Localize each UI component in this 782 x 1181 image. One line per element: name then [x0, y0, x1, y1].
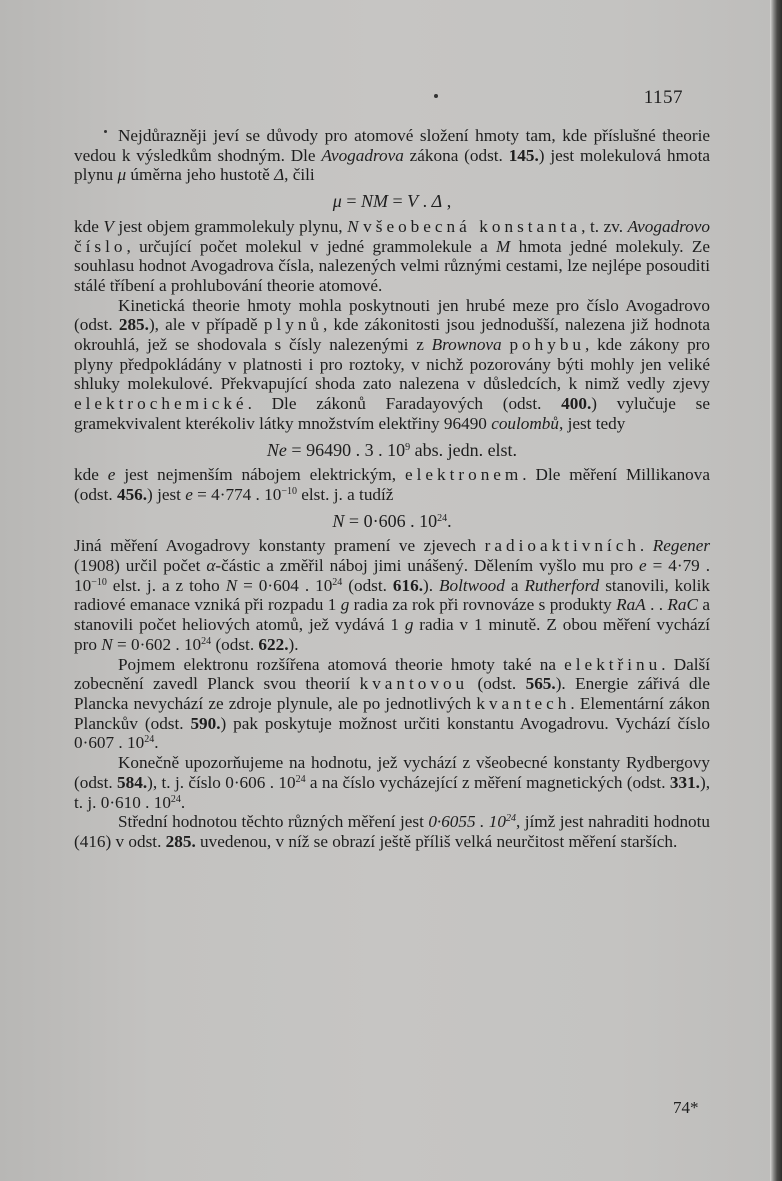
math-symbol: g: [340, 595, 350, 615]
math-symbol: μ: [117, 165, 127, 185]
text-run: jest nejmenším nábojem elektrickým,: [115, 465, 405, 485]
italic-name: Brownova: [431, 335, 502, 355]
text-run: a stanovili počet heliových atomů, jež vydává 1: [74, 595, 710, 635]
math-symbol: RaC: [667, 595, 698, 615]
math-symbol: Δ: [431, 191, 443, 212]
math-symbol: N: [101, 634, 113, 654]
text-run: zákona (odst.: [403, 145, 509, 165]
text-run: stanovili, kolik radiové emanace vzniká při rozpadu 1: [74, 575, 710, 615]
exponent: −10: [91, 576, 107, 588]
paragraph-3: [74, 296, 710, 434]
exponent: −10: [281, 485, 297, 497]
emphasis-spaced: elektronem: [404, 465, 523, 485]
text-run: , čili: [284, 165, 315, 185]
text-run: Jiná měření Avogadrovy konstanty pramení ve zjevech: [74, 536, 485, 556]
text-run: ) jest molekulová hmota plynu: [74, 145, 710, 185]
text-run: -částic a změřil náboj jimi unášený. Dělením vyšlo mu pro: [215, 556, 640, 576]
math-symbol: M: [496, 236, 511, 256]
math-symbol: V: [407, 191, 419, 212]
formula-avogadro: [74, 192, 710, 212]
exponent: 24: [506, 813, 516, 825]
italic-name: Avogadrova: [321, 145, 404, 165]
section-ref: 565.: [525, 674, 556, 694]
text-run: . Dle měření Millikanova (odst.: [74, 465, 710, 504]
text-run: ,: [442, 191, 452, 212]
section-ref: 616.: [392, 575, 423, 595]
paragraph-4: [74, 465, 710, 504]
text-run: =: [341, 191, 361, 212]
math-symbol: e: [185, 484, 193, 504]
math-symbol: g: [404, 615, 414, 635]
text-run: , t. zv.: [581, 216, 628, 236]
exponent: 24: [144, 734, 155, 746]
math-symbol: N: [332, 510, 345, 531]
text-run: Kinetická theorie hmoty mohla poskytnouti jen hrubé meze pro číslo Avogadrovo (odst.: [74, 295, 710, 335]
text-run: uvedenou, v níž se obrazí ještě příliš velká neurčitost měření starších.: [195, 831, 678, 851]
formula-faraday: [74, 441, 710, 461]
text-run: (1908) určil počet: [74, 556, 207, 576]
text-run: .: [639, 536, 653, 556]
section-ref: 584.: [117, 772, 148, 792]
text-run: abs. jedn. elst.: [410, 439, 518, 460]
text-run: (odst.: [468, 674, 526, 694]
text-run: jest objem grammolekuly plynu,: [113, 216, 348, 236]
text-run: ) pak poskytuje možnost určiti konstantu Avogadrovu. Vychází číslo 0·607 . 10: [74, 713, 710, 753]
math-symbol: μ: [332, 191, 342, 212]
section-ref: 590.: [190, 713, 221, 733]
text-run: radia v 1 minutě. Z obou měření vychází pro: [74, 615, 711, 654]
text-run: , jest tedy: [558, 413, 626, 433]
paragraph-6: [74, 655, 710, 754]
italic-name: Boltwood: [438, 575, 505, 595]
text-run: , kde zákonitosti jsou jednodušší, nalezena již hodnota okrouhlá, jež se shodovala s čísly nalezenými z: [74, 315, 711, 355]
math-symbol: NM: [360, 191, 388, 212]
paragraph-2: [74, 217, 710, 296]
section-ref: 285.: [118, 315, 149, 335]
italic-unit: coulombů: [491, 413, 559, 433]
paragraph-8: [74, 812, 710, 851]
text-run: .: [447, 510, 452, 531]
book-binding-edge: [770, 0, 782, 1181]
text-run: elst. j. a tudíž: [296, 484, 394, 504]
text-run: .: [418, 191, 432, 212]
section-ref: 285.: [165, 831, 196, 851]
math-symbol: N: [225, 575, 238, 595]
italic-name: Avogadrovo: [627, 216, 711, 236]
section-ref: 145.: [508, 145, 539, 165]
text-run: elst. j. a z toho: [106, 575, 226, 595]
text-run: ) jest: [147, 484, 186, 504]
math-symbol: N: [347, 216, 359, 236]
text-run: hmota jedné molekuly. Ze souhlasu hodnot Avogadrova čísla, nalezených velmi různými cestami, lze nejlépe posouditi stálé tříbení a prohlubování theorie atomové.: [74, 236, 710, 295]
text-run: . Elementární zákon Planckův (odst.: [74, 693, 711, 733]
emphasis-spaced: kvantech: [476, 693, 571, 713]
text-run: ), ale v případě: [148, 315, 264, 335]
text-run: = 0·604 . 10: [237, 575, 333, 595]
text-run: , kde zákony pro plyny předpokládány v platnosti i pro roztoky, v nichž pozorovány býti mohly jen veliké shluky molekulové. Překvapující shoda zato nalezena v důsledcích, k nimž vedly zjevy: [74, 335, 710, 394]
emphasis-spaced: číslo: [74, 236, 127, 256]
text-run: ) vylučuje se gramekvivalent kterékoliv látky množstvím elektřiny 96490: [74, 394, 710, 433]
exponent: 24: [295, 773, 306, 785]
emphasis-spaced: pohybu: [509, 335, 585, 355]
body-text: [74, 126, 710, 852]
math-symbol: V: [103, 216, 114, 236]
math-symbol: RaA: [616, 595, 646, 615]
text-run: ), t. j. číslo 0·606 . 10: [147, 772, 296, 792]
math-symbol: Ne: [266, 439, 287, 460]
text-run: (odst.: [211, 634, 259, 654]
math-symbol: e: [107, 465, 116, 485]
italic-name: Regener: [652, 536, 711, 556]
text-run: , určující počet molekul v jedné grammolekule a: [126, 236, 497, 256]
section-ref: 331.: [669, 772, 700, 792]
text-run: = 4·774 . 10: [192, 484, 282, 504]
text-run: ), t. j. 0·610 . 10: [74, 772, 710, 812]
section-ref: 622.: [258, 634, 289, 654]
text-run: Pojmem elektronu rozšířena atomová theorie hmoty také na: [118, 654, 565, 674]
text-run: Střední hodnotou těchto různých měření jest: [118, 812, 429, 832]
formula-millikan: [74, 512, 710, 532]
text-run: a na číslo vycházející z měření magnetických (odst.: [305, 772, 670, 792]
signature-mark: 74*: [673, 1098, 699, 1117]
text-run: = 4·79 . 10: [74, 556, 710, 595]
text-run: = 0·602 . 10: [112, 634, 202, 654]
text-run: ).: [288, 634, 299, 654]
math-symbol: Δ: [274, 165, 285, 185]
paragraph-7: [74, 753, 710, 812]
math-symbol: e: [639, 556, 647, 576]
text-run: . Dle zákonů Faradayových (odst.: [247, 394, 562, 414]
text-run: Konečně upozorňujeme na hodnotu, jež vychází z všeobecné konstanty Rydbergovy (odst.: [74, 753, 710, 792]
exponent: 24: [332, 576, 343, 588]
exponent: 24: [437, 512, 448, 524]
text-run: radia za rok při rovnováze s produkty: [349, 595, 617, 615]
text-run: ).: [422, 575, 439, 595]
section-ref: 456.: [116, 484, 148, 504]
text-run: a: [504, 575, 525, 595]
exponent: 24: [170, 793, 181, 805]
section-ref: 400.: [561, 394, 592, 414]
emphasis-spaced: radioaktivních: [484, 536, 640, 556]
text-run: kde: [74, 465, 108, 485]
exponent: 9: [405, 441, 411, 453]
text-run: Nejdůrazněji jeví se důvody pro atomové složení hmoty tam, kde příslušné theorie vedou k výsledkům shodným. Dle: [74, 126, 710, 165]
paragraph-1: [74, 126, 710, 185]
math-value: 0·6055 . 10: [428, 812, 506, 832]
paragraph-5: [74, 536, 710, 654]
emphasis-spaced: všeobecná konstanta: [363, 216, 582, 236]
text-run: (odst.: [342, 575, 393, 595]
emphasis-spaced: kvantovou: [359, 674, 469, 694]
text-run: = 0·606 . 10: [344, 510, 438, 531]
exponent: 24: [201, 635, 212, 647]
text-run: , jímž jest nahraditi hodnotu (416) v odst.: [74, 812, 710, 851]
text-run: ). Energie zářivá dle Plancka nevychází ze zdroje plynule, ale po jednotlivých: [74, 674, 710, 713]
page-number: 1157: [643, 87, 683, 108]
text-run: úměrna jeho hustotě: [126, 165, 275, 185]
emphasis-spaced: elektřinu: [564, 654, 662, 674]
text-run: .: [154, 733, 159, 753]
text-run: . .: [645, 595, 668, 615]
text-run: .: [180, 792, 186, 812]
emphasis-spaced: plynů: [263, 315, 324, 335]
text-run: . Další zobecnění zavedl Planck svou theorií: [74, 654, 710, 694]
text-run: = 96490 . 3 . 10: [286, 439, 406, 460]
italic-name: Rutherford: [524, 575, 600, 595]
ink-speck: [434, 94, 438, 98]
math-symbol: α: [206, 556, 216, 576]
emphasis-spaced: elektrochemické: [74, 394, 248, 414]
text-run: =: [387, 191, 408, 212]
text-run: kde: [74, 216, 104, 236]
